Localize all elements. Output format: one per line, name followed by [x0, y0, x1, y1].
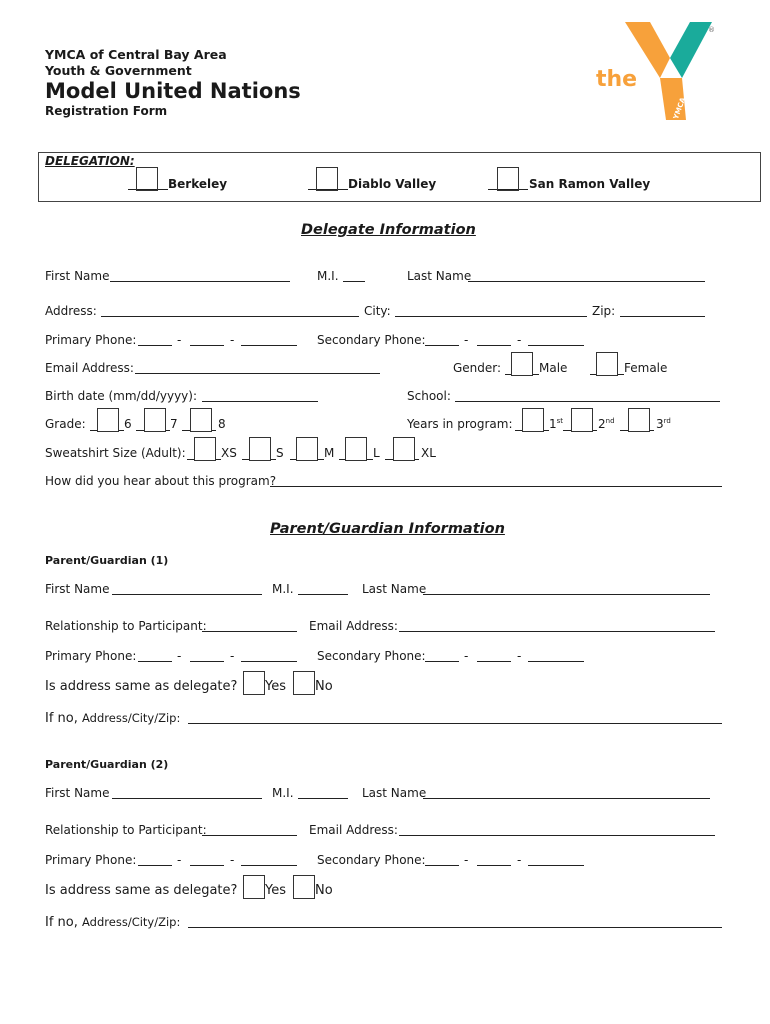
g1-email-field[interactable]: [399, 631, 715, 632]
checkbox-grade-6[interactable]: [97, 408, 119, 432]
g1-secondary-phone-area[interactable]: [425, 661, 459, 662]
g2-primary-phone-prefix[interactable]: [190, 865, 224, 866]
g2-checkbox-no[interactable]: [293, 875, 315, 899]
size-xs-label: XS: [221, 446, 237, 460]
size-l-label: L: [373, 446, 380, 460]
g2-first-name-field[interactable]: [112, 798, 262, 799]
g1-mi-field[interactable]: [298, 594, 348, 595]
g2-if-no-label: If no, Address/City/Zip:: [45, 915, 181, 930]
g2-same-address-label: Is address same as delegate?: [45, 883, 238, 898]
year-3-label: 3rd: [656, 417, 671, 431]
sweatshirt-label: Sweatshirt Size (Adult):: [45, 446, 186, 460]
school-field[interactable]: [455, 401, 720, 402]
year-1-label: 1st: [549, 417, 564, 431]
primary-phone-prefix[interactable]: [190, 345, 224, 346]
mi-field[interactable]: [343, 281, 365, 282]
g2-email-field[interactable]: [399, 835, 715, 836]
page-title: Model United Nations: [45, 79, 301, 103]
secondary-phone-area[interactable]: [425, 345, 459, 346]
g2-email-label: Email Address:: [309, 823, 398, 837]
guardian1-heading: Parent/Guardian (1): [45, 554, 169, 567]
checkbox-size-m[interactable]: [296, 437, 318, 461]
page-subtitle: Registration Form: [45, 104, 168, 118]
last-name-field[interactable]: [468, 281, 705, 282]
city-field[interactable]: [395, 316, 587, 317]
g2-last-name-field[interactable]: [423, 798, 710, 799]
delegation-berkeley: Berkeley: [168, 177, 228, 191]
email-field[interactable]: [135, 373, 380, 374]
secondary-phone-line[interactable]: [528, 345, 584, 346]
org-program: Youth & Government: [45, 63, 192, 78]
address-label: Address:: [45, 304, 97, 318]
primary-phone-line[interactable]: [241, 345, 297, 346]
g1-address-field[interactable]: [188, 723, 722, 724]
g1-primary-phone-line[interactable]: [241, 661, 297, 662]
checkbox-size-xl[interactable]: [393, 437, 415, 461]
checkbox-san-ramon[interactable]: [497, 167, 519, 191]
g2-secondary-phone-prefix[interactable]: [477, 865, 511, 866]
checkbox-year-3[interactable]: [628, 408, 650, 432]
birth-date-label: Birth date (mm/dd/yyyy):: [45, 389, 198, 403]
zip-field[interactable]: [620, 316, 705, 317]
primary-phone-label: Primary Phone:: [45, 333, 137, 347]
first-name-field[interactable]: [110, 281, 290, 282]
g2-last-name-label: Last Name: [362, 786, 427, 800]
g1-mi-label: M.I.: [272, 582, 294, 596]
registered-mark: ®: [708, 26, 715, 34]
how-hear-label: How did you hear about this program?: [45, 474, 277, 488]
g1-primary-phone-prefix[interactable]: [190, 661, 224, 662]
delegation-diablo-valley: Diablo Valley: [348, 177, 437, 191]
g2-secondary-phone-label: Secondary Phone:: [317, 853, 426, 867]
delegation-label: DELEGATION:: [45, 154, 135, 168]
email-label: Email Address:: [45, 361, 134, 375]
size-xl-label: XL: [421, 446, 436, 460]
years-label: Years in program:: [407, 417, 513, 431]
g1-if-no-label: If no, Address/City/Zip:: [45, 711, 181, 726]
g1-first-name-field[interactable]: [112, 594, 262, 595]
delegate-section-title: Delegate Information: [301, 222, 476, 238]
checkbox-size-s[interactable]: [249, 437, 271, 461]
year-2-label: 2nd: [598, 417, 615, 431]
g2-primary-phone-line[interactable]: [241, 865, 297, 866]
g1-relationship-field[interactable]: [202, 631, 297, 632]
checkbox-size-xs[interactable]: [194, 437, 216, 461]
g1-email-label: Email Address:: [309, 619, 398, 633]
gender-label: Gender:: [453, 361, 502, 375]
birth-date-field[interactable]: [202, 401, 318, 402]
male-label: Male: [539, 361, 568, 375]
g1-last-name-field[interactable]: [423, 594, 710, 595]
size-m-label: M: [324, 446, 335, 460]
logo-the-text: the: [596, 67, 638, 92]
g1-checkbox-no[interactable]: [293, 671, 315, 695]
checkbox-year-1[interactable]: [522, 408, 544, 432]
g2-secondary-phone-area[interactable]: [425, 865, 459, 866]
g2-checkbox-yes[interactable]: [243, 875, 265, 899]
g2-primary-phone-area[interactable]: [138, 865, 172, 866]
grade-label: Grade:: [45, 417, 86, 431]
ymca-logo: [590, 20, 720, 122]
g2-relationship-label: Relationship to Participant:: [45, 823, 207, 837]
g1-relationship-label: Relationship to Participant:: [45, 619, 207, 633]
checkbox-berkeley[interactable]: [136, 167, 158, 191]
grade-7-label: 7: [170, 417, 178, 431]
g1-secondary-phone-prefix[interactable]: [477, 661, 511, 662]
size-s-label: S: [276, 446, 284, 460]
secondary-phone-label: Secondary Phone:: [317, 333, 426, 347]
g1-last-name-label: Last Name: [362, 582, 427, 596]
how-hear-field[interactable]: [270, 486, 722, 487]
mi-label: M.I.: [317, 269, 339, 283]
checkbox-diablo-valley[interactable]: [316, 167, 338, 191]
checkbox-year-2[interactable]: [571, 408, 593, 432]
checkbox-female[interactable]: [596, 352, 618, 376]
g2-mi-label: M.I.: [272, 786, 294, 800]
g2-yes-label: Yes: [265, 883, 286, 898]
g1-secondary-phone-label: Secondary Phone:: [317, 649, 426, 663]
guardian2-heading: Parent/Guardian (2): [45, 758, 169, 771]
g1-primary-phone-label: Primary Phone:: [45, 649, 137, 663]
female-label: Female: [624, 361, 668, 375]
grade-8-label: 8: [218, 417, 226, 431]
g2-primary-phone-label: Primary Phone:: [45, 853, 137, 867]
parent-section-title: Parent/Guardian Information: [270, 521, 505, 537]
first-name-label: First Name: [45, 269, 110, 283]
grade-6-label: 6: [124, 417, 132, 431]
g1-first-name-label: First Name: [45, 582, 110, 596]
g1-same-address-label: Is address same as delegate?: [45, 679, 238, 694]
checkbox-size-l[interactable]: [345, 437, 367, 461]
g1-yes-label: Yes: [265, 679, 286, 694]
g1-checkbox-yes[interactable]: [243, 671, 265, 695]
g2-address-field[interactable]: [188, 927, 722, 928]
checkbox-grade-8[interactable]: [190, 408, 212, 432]
g1-primary-phone-area[interactable]: [138, 661, 172, 662]
address-field[interactable]: [101, 316, 359, 317]
logo-ymca-text: YMCA: [671, 96, 688, 121]
last-name-label: Last Name: [407, 269, 472, 283]
g2-first-name-label: First Name: [45, 786, 110, 800]
primary-phone-area[interactable]: [138, 345, 172, 346]
secondary-phone-prefix[interactable]: [477, 345, 511, 346]
g2-relationship-field[interactable]: [202, 835, 297, 836]
checkbox-grade-7[interactable]: [144, 408, 166, 432]
city-label: City:: [364, 304, 391, 318]
g2-secondary-phone-line[interactable]: [528, 865, 584, 866]
zip-label: Zip:: [592, 304, 616, 318]
g2-mi-field[interactable]: [298, 798, 348, 799]
g1-no-label: No: [315, 679, 333, 694]
org-name: YMCA of Central Bay Area: [45, 47, 227, 62]
checkbox-male[interactable]: [511, 352, 533, 376]
delegation-san-ramon: San Ramon Valley: [529, 177, 651, 191]
school-label: School:: [407, 389, 451, 403]
g2-no-label: No: [315, 883, 333, 898]
g1-secondary-phone-line[interactable]: [528, 661, 584, 662]
